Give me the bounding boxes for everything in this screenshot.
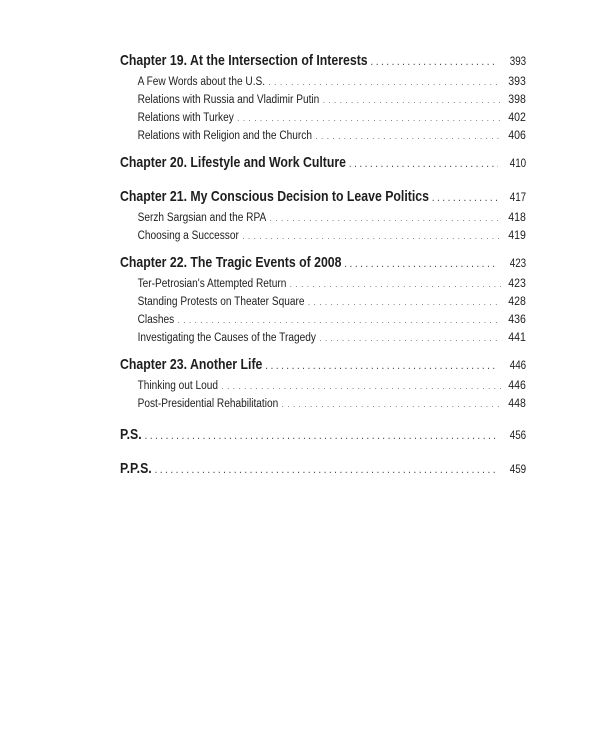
toc-chapter-21[interactable] — [120, 188, 526, 210]
page-number: 393 — [509, 54, 527, 68]
toc-section[interactable] — [120, 294, 526, 312]
chapter-title: P.S. — [120, 426, 142, 443]
page-number: 448 — [508, 396, 526, 410]
dot-leader — [349, 154, 498, 171]
dot-leader — [242, 230, 501, 242]
toc-pps[interactable] — [120, 460, 526, 482]
dot-leader — [270, 212, 501, 224]
page-number: 436 — [508, 312, 526, 326]
toc-section[interactable] — [120, 228, 526, 246]
toc-section[interactable] — [120, 378, 526, 396]
dot-leader — [319, 332, 501, 344]
section-title: Clashes — [137, 314, 175, 326]
page-number: 441 — [508, 330, 526, 344]
page-number: 410 — [509, 156, 527, 170]
dot-leader — [237, 112, 501, 124]
page-number: 423 — [509, 256, 527, 270]
toc-section[interactable] — [120, 74, 526, 92]
section-title: Relations with Religion and the Church — [137, 130, 312, 142]
page-number: 402 — [508, 110, 526, 124]
dot-leader — [371, 52, 498, 69]
toc-section[interactable] — [120, 312, 526, 330]
dot-leader — [266, 356, 499, 373]
page-number: 446 — [508, 378, 526, 392]
dot-leader — [178, 314, 502, 326]
toc-section[interactable] — [120, 210, 526, 228]
section-title: Relations with Russia and Vladimir Putin — [137, 94, 320, 106]
dot-leader — [323, 94, 501, 106]
chapter-title: Chapter 22. The Tragic Events of 2008 — [120, 254, 342, 271]
toc-section[interactable] — [120, 128, 526, 146]
dot-leader — [282, 398, 501, 410]
dot-leader — [308, 296, 501, 308]
dot-leader — [345, 254, 499, 271]
page-number: 459 — [509, 462, 527, 476]
toc-section[interactable] — [120, 330, 526, 348]
section-title: A Few Words about the U.S. — [137, 76, 266, 88]
section-title: Standing Protests on Theater Square — [137, 296, 305, 308]
section-title: Serzh Sargsian and the RPA — [137, 212, 267, 224]
chapter-title: Chapter 20. Lifestyle and Work Culture — [120, 154, 347, 171]
dot-leader — [155, 460, 498, 477]
page-number: 456 — [509, 428, 527, 442]
section-title: Choosing a Successor — [137, 230, 239, 242]
page-number: 406 — [508, 128, 526, 142]
page-number: 417 — [509, 190, 527, 204]
section-title: Ter-Petrosian's Attempted Return — [137, 278, 287, 290]
section-title: Thinking out Loud — [137, 380, 219, 392]
table-of-contents — [120, 52, 526, 482]
section-title: Relations with Turkey — [137, 112, 234, 124]
page-number: 419 — [508, 228, 526, 242]
toc-section[interactable] — [120, 110, 526, 128]
section-title: Post-Presidential Rehabilitation — [137, 398, 279, 410]
toc-section[interactable] — [120, 276, 526, 294]
toc-chapter-19[interactable] — [120, 52, 526, 74]
page-number: 418 — [508, 210, 526, 224]
page-number: 398 — [508, 92, 526, 106]
page-number: 428 — [508, 294, 526, 308]
toc-chapter-22[interactable] — [120, 254, 526, 276]
toc-ps[interactable] — [120, 426, 526, 448]
dot-leader — [290, 278, 501, 290]
dot-leader — [222, 380, 502, 392]
chapter-title: Chapter 21. My Conscious Decision to Leave Politics — [120, 188, 429, 205]
dot-leader — [145, 426, 498, 443]
page-number: 423 — [508, 276, 526, 290]
dot-leader — [316, 130, 502, 142]
page-number: 393 — [508, 74, 526, 88]
toc-chapter-23[interactable] — [120, 356, 526, 378]
page-number: 446 — [509, 358, 527, 372]
toc-section[interactable] — [120, 396, 526, 414]
chapter-title: Chapter 19. At the Intersection of Interests — [120, 52, 368, 69]
chapter-title: Chapter 23. Another Life — [120, 356, 263, 373]
section-title: Investigating the Causes of the Tragedy — [137, 332, 316, 344]
dot-leader — [432, 188, 498, 205]
toc-section[interactable] — [120, 92, 526, 110]
toc-chapter-20[interactable] — [120, 154, 526, 176]
chapter-title: P.P.S. — [120, 460, 152, 477]
dot-leader — [269, 76, 502, 88]
